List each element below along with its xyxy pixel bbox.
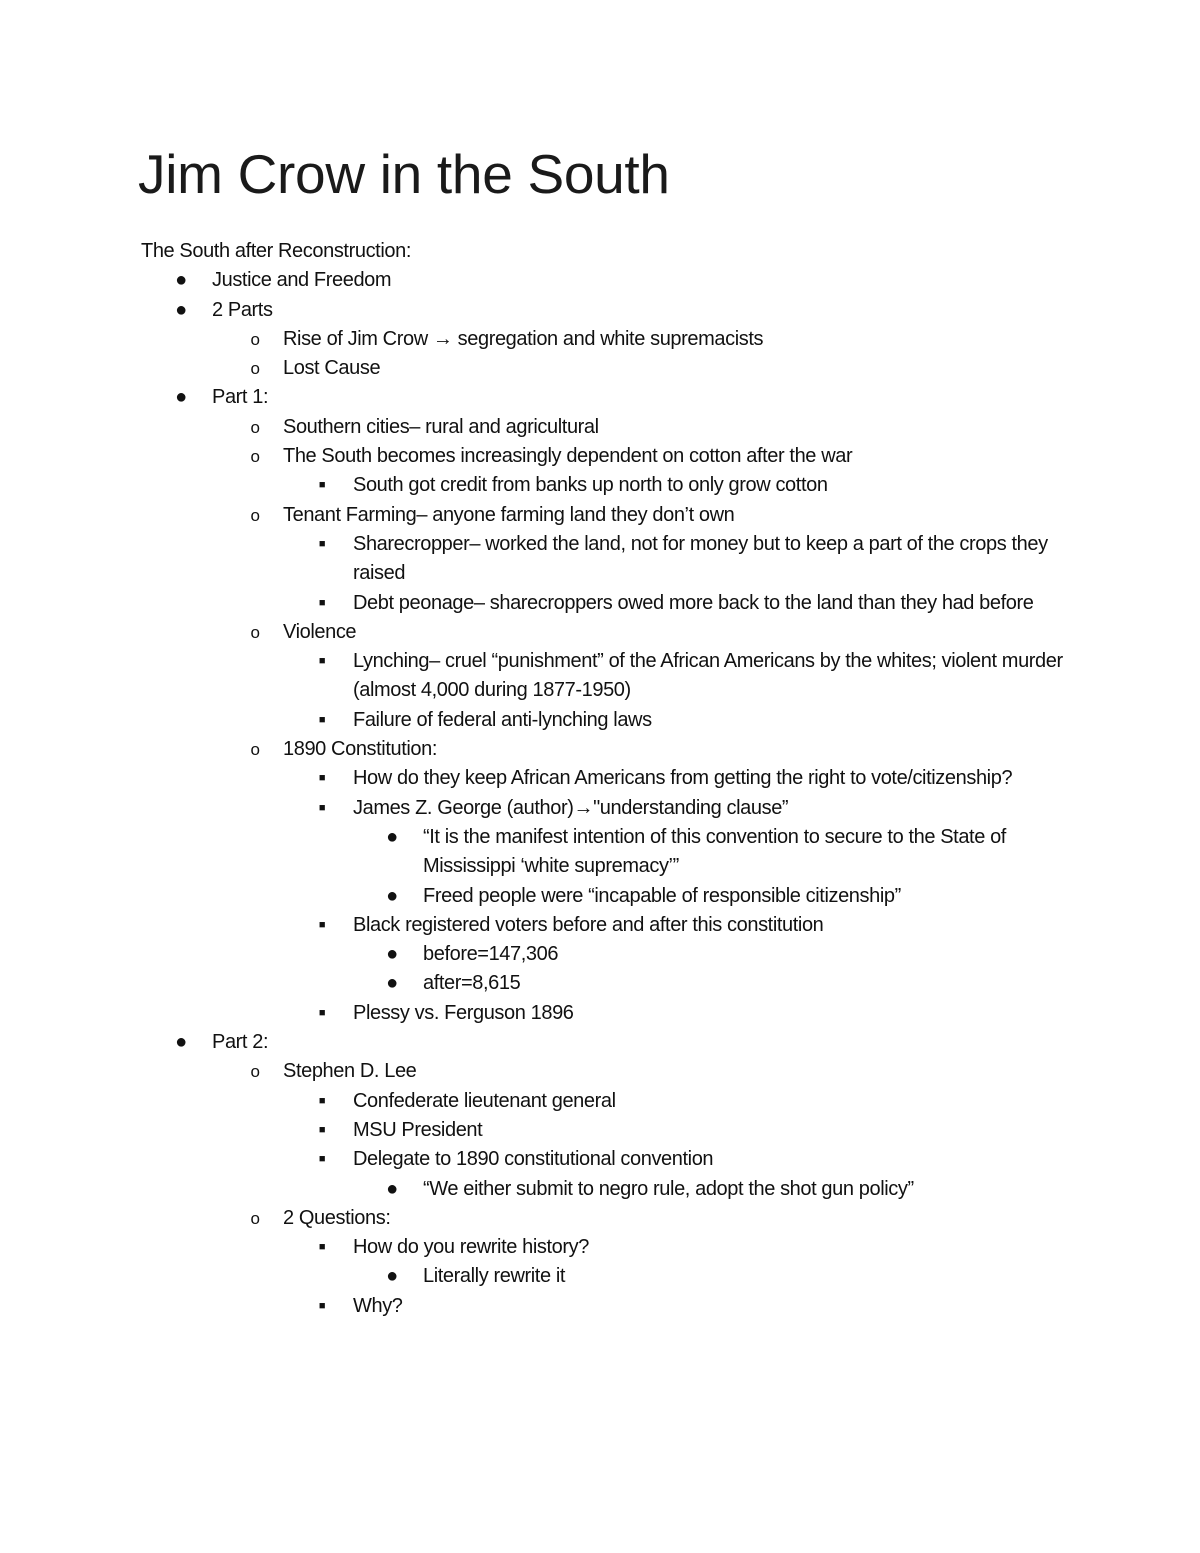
bullet-icon: ● (386, 825, 398, 848)
list-item-level-2 (141, 501, 1066, 530)
list-item-level-3 (141, 1087, 1066, 1116)
list-item-level-3 (141, 764, 1066, 793)
list-item-level-2 (141, 1057, 1066, 1086)
list-item-level-2 (141, 413, 1066, 442)
bullet-icon: o (250, 359, 260, 379)
list-item-text: “We either submit to negro rule, adopt the shot gun policy” (423, 1177, 914, 1200)
bullet-icon: ■ (318, 1153, 326, 1166)
bullet-icon: ■ (318, 479, 326, 492)
list-item-text: Stephen D. Lee (283, 1060, 417, 1083)
bullet-icon: o (250, 1208, 260, 1228)
bullet-icon: ■ (318, 713, 326, 726)
bullet-icon: ■ (318, 801, 326, 814)
list-item-level-3 (141, 530, 1066, 589)
list-item-text: 2 Parts (212, 298, 273, 321)
bullet-icon: ● (175, 269, 187, 292)
bullet-icon: o (250, 740, 260, 760)
bullet-icon: ● (175, 1031, 187, 1054)
list-item-level-3 (141, 911, 1066, 940)
list-item-text: Literally rewrite it (423, 1265, 566, 1288)
list-item-level-1 (141, 296, 1066, 325)
list-item-level-4 (141, 1175, 1066, 1204)
bullet-icon: ● (386, 1265, 398, 1288)
list-item-text: Confederate lieutenant general (353, 1089, 616, 1112)
list-item-level-4 (141, 1262, 1066, 1291)
list-item-level-3 (141, 471, 1066, 500)
list-item-text: South got credit from banks up north to only grow cotton (353, 474, 828, 497)
list-item-text: Southern cities– rural and agricultural (283, 415, 599, 438)
bullet-icon: o (250, 505, 260, 525)
list-item-text: James Z. George (author)→"understanding clause” (353, 796, 789, 819)
bullet-icon: ● (386, 884, 398, 907)
bullet-icon: ■ (318, 596, 326, 609)
bullet-icon: o (250, 447, 260, 467)
outline-list (141, 266, 1066, 1321)
list-item-level-3 (141, 1145, 1066, 1174)
bullet-icon: ■ (318, 1299, 326, 1312)
list-item-text: The South becomes increasingly dependent on cotton after the war (283, 445, 853, 468)
list-item-level-4 (141, 940, 1066, 969)
list-item-text: Why? (353, 1294, 403, 1317)
list-item-text: Justice and Freedom (212, 269, 392, 292)
list-item-text: MSU President (353, 1118, 483, 1141)
list-item-level-2 (141, 735, 1066, 764)
bullet-icon: ■ (318, 918, 326, 931)
bullet-icon: ■ (318, 772, 326, 785)
list-item-text: before=147,306 (423, 943, 559, 966)
list-item-text: Part 1: (212, 386, 269, 409)
list-item-level-3 (141, 647, 1066, 706)
list-item-text: Debt peonage– sharecroppers owed more back to the land than they had before (353, 591, 1034, 614)
list-item-text: Sharecropper– worked the land, not for money but to keep a part of the crops they raised (353, 532, 1048, 585)
list-item-text: after=8,615 (423, 972, 521, 995)
list-item-level-1 (141, 266, 1066, 295)
list-item-text: Failure of federal anti-lynching laws (353, 708, 652, 731)
list-item-text: How do they keep African Americans from getting the right to vote/citizenship? (353, 767, 1013, 790)
list-item-text: How do you rewrite history? (353, 1236, 589, 1259)
bullet-icon: ■ (318, 1006, 326, 1019)
document-title: Jim Crow in the South (138, 143, 670, 205)
list-item-text: Freed people were “incapable of responsible citizenship” (423, 884, 901, 907)
list-item-level-3 (141, 999, 1066, 1028)
list-item-level-1 (141, 1028, 1066, 1057)
list-item-text: Delegate to 1890 constitutional convention (353, 1148, 714, 1171)
bullet-icon: ■ (318, 1241, 326, 1254)
list-item-text: “It is the manifest intention of this convention to secure to the State of Mississippi ‘white supremacy’” (423, 825, 1006, 878)
bullet-icon: ● (386, 943, 398, 966)
bullet-icon: ● (386, 1177, 398, 1200)
list-item-level-3 (141, 1233, 1066, 1262)
section-heading: The South after Reconstruction: (141, 240, 411, 262)
list-item-level-3 (141, 794, 1066, 823)
bullet-icon: o (250, 417, 260, 437)
bullet-icon: o (250, 622, 260, 642)
list-item-level-3 (141, 589, 1066, 618)
list-item-text: Lynching– cruel “punishment” of the African Americans by the whites; violent murder (almost 4,000 during 1877-1950) (353, 650, 1063, 702)
list-item-level-3 (141, 1116, 1066, 1145)
list-item-text: 1890 Constitution: (283, 738, 438, 761)
bullet-icon: ● (386, 972, 398, 995)
bullet-icon: ● (175, 298, 187, 321)
list-item-level-1 (141, 383, 1066, 412)
list-item-text: Plessy vs. Ferguson 1896 (353, 1001, 574, 1024)
list-item-level-2 (141, 1204, 1066, 1233)
list-item-level-3 (141, 706, 1066, 735)
list-item-text: Tenant Farming– anyone farming land they don’t own (283, 503, 735, 526)
bullet-icon: o (250, 329, 260, 349)
list-item-text: Black registered voters before and after this constitution (353, 913, 824, 936)
list-item-level-4 (141, 969, 1066, 998)
list-item-level-2 (141, 325, 1066, 354)
list-item-text: Rise of Jim Crow → segregation and white supremacists (283, 327, 764, 350)
document-body (141, 237, 1066, 1321)
list-item-text: 2 Questions: (283, 1206, 391, 1229)
bullet-icon: ■ (318, 1094, 326, 1107)
list-item-level-4 (141, 882, 1066, 911)
list-item-level-2 (141, 442, 1066, 471)
list-item-text: Part 2: (212, 1031, 269, 1054)
bullet-icon: o (250, 1062, 260, 1082)
bullet-icon: ● (175, 386, 187, 409)
bullet-icon: ■ (318, 537, 326, 550)
bullet-icon: ■ (318, 655, 326, 668)
list-item-level-2 (141, 354, 1066, 383)
list-item-level-4 (141, 823, 1066, 882)
list-item-level-2 (141, 618, 1066, 647)
list-item-text: Violence (283, 620, 357, 643)
list-item-level-3 (141, 1292, 1066, 1321)
list-item-text: Lost Cause (283, 357, 381, 380)
bullet-icon: ■ (318, 1123, 326, 1136)
